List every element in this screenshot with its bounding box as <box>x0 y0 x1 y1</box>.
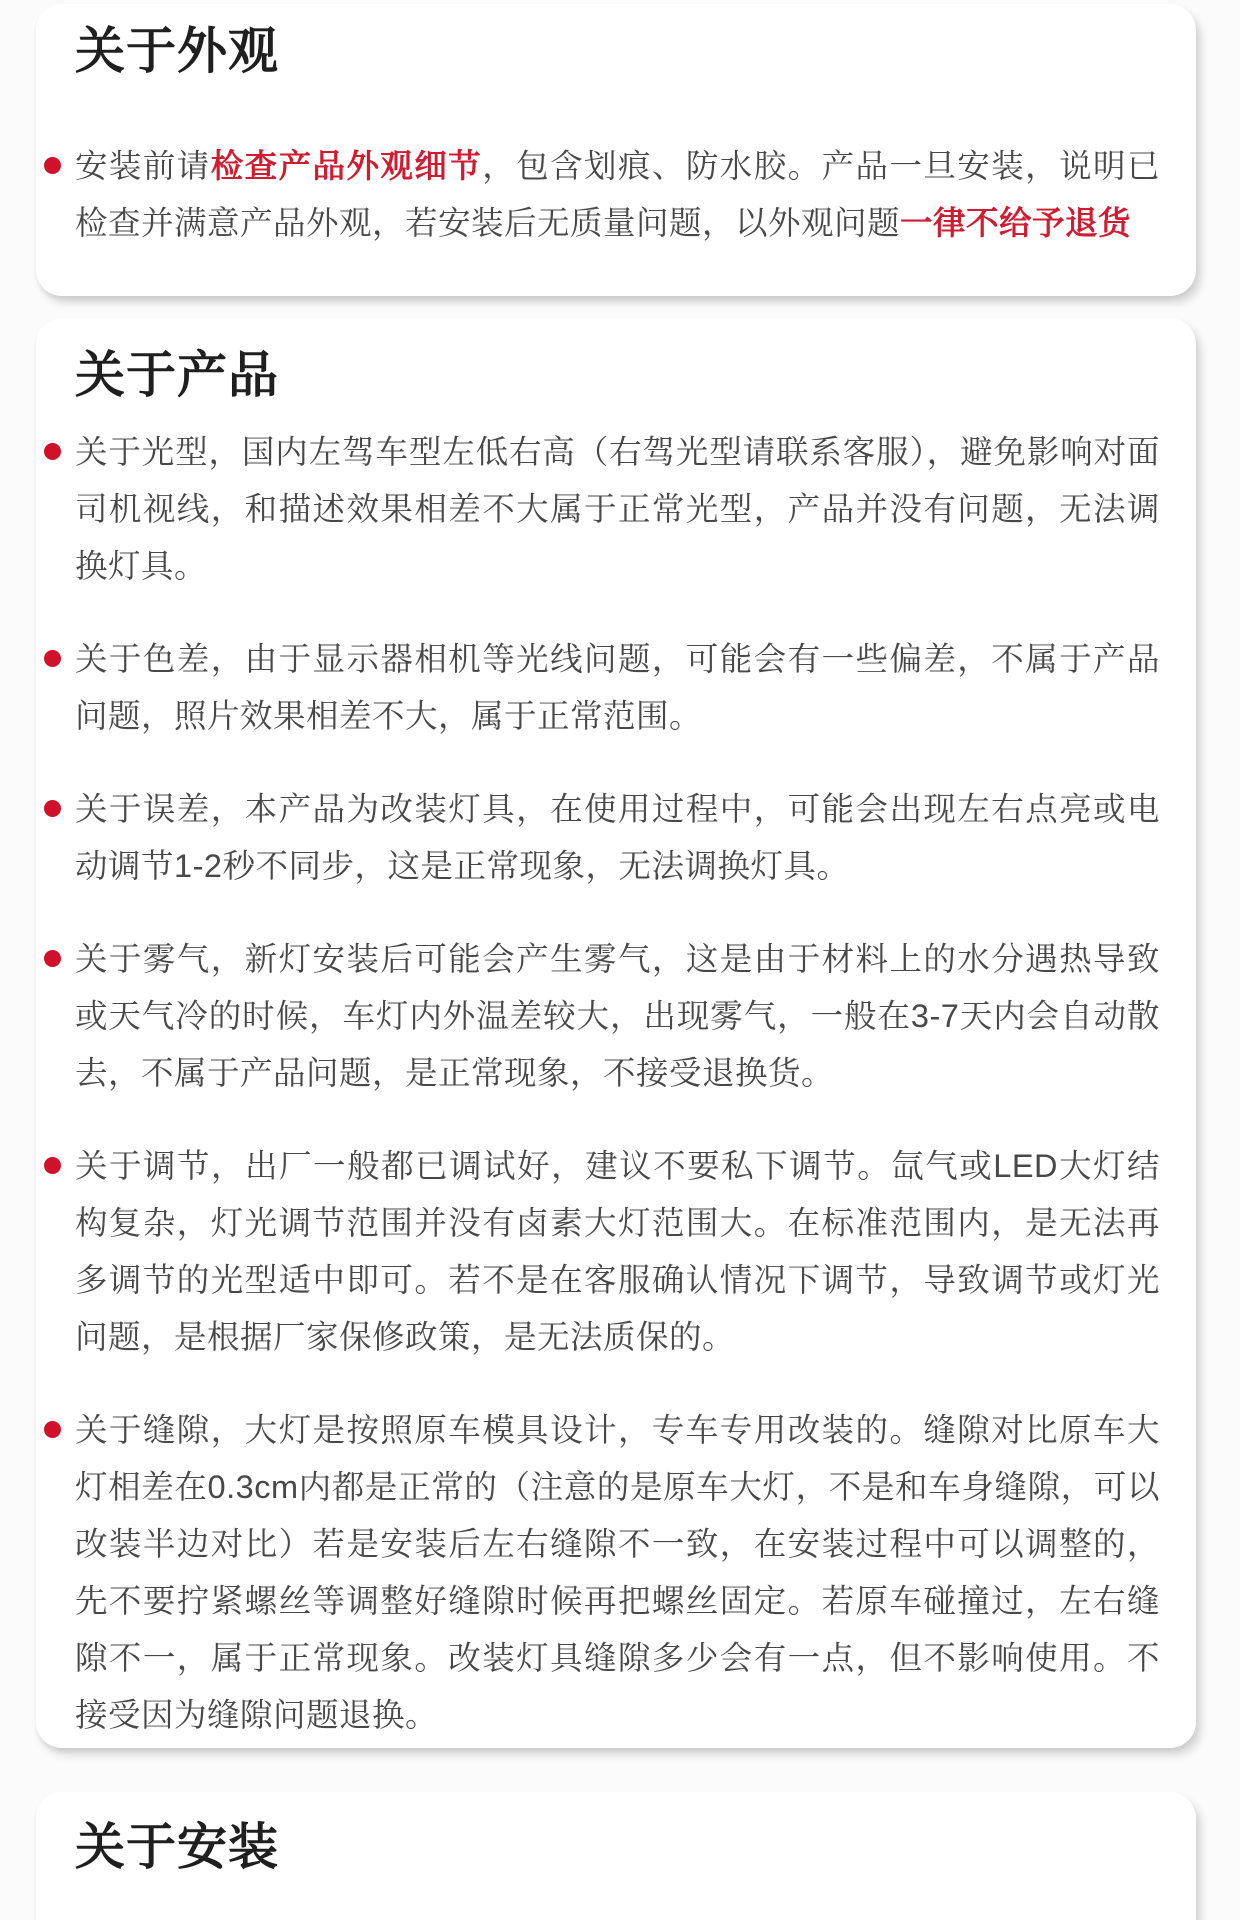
section-appearance-title: 关于外观 <box>75 23 279 79</box>
bullet-dot-icon <box>44 1157 61 1174</box>
bullet-dot-icon <box>44 950 61 967</box>
bullet-dot-icon <box>44 443 61 460</box>
section-product-title: 关于产品 <box>75 347 279 403</box>
note-panel-gap <box>75 1402 1160 1744</box>
note-text: 关于雾气，新灯安装后可能会产生雾气，这是由于材料上的水分遇热导致或天气冷的时候，车灯内外温差较大，出现雾气，一般在3-7天内会自动散去，不属于产品问题，是正常现象，不接受退换货。 <box>75 941 1160 1091</box>
bullet-dot-icon <box>44 157 61 174</box>
note-text: 关于调节，出厂一般都已调试好，建议不要私下调节。氙气或LED大灯结构复杂，灯光调节范围并没有卤素大灯范围大。在标准范围内，是无法再多调节的光型适中即可。若不是在客服确认情况下调节，导致调节或灯光问题，是根据厂家保修政策，是无法质保的。 <box>75 1148 1160 1355</box>
section-product <box>36 318 1196 1748</box>
note-text: 关于色差，由于显示器相机等光线问题，可能会有一些偏差，不属于产品问题，照片效果相差不大，属于正常范围。 <box>75 641 1160 734</box>
section-installation <box>36 1792 1196 1920</box>
bullet-dot-icon <box>44 1421 61 1438</box>
note-beam-pattern <box>75 424 1160 595</box>
note-fogging <box>75 931 1160 1102</box>
note-text: 关于缝隙，大灯是按照原车模具设计，专车专用改装的。缝隙对比原车大灯相差在0.3cm内都是正常的（注意的是原车大灯，不是和车身缝隙，可以改装半边对比）若是安装后左右缝隙不一致，在安装过程中可以调整的，先不要拧紧螺丝等调整好缝隙时候再把螺丝固定。若原车碰撞过，左右缝隙不一，属于正常现象。改装灯具缝隙多少会有一点，但不影响使用。不接受因为缝隙问题退换。 <box>75 1412 1160 1733</box>
note-text: 关于光型，国内左驾车型左低右高（右驾光型请联系客服），避免影响对面司机视线，和描述效果相差不大属于正常光型，产品并没有问题，无法调换灯具。 <box>75 434 1160 584</box>
bullet-dot-icon <box>44 800 61 817</box>
appearance-notes <box>75 138 1160 252</box>
bullet-dot-icon <box>44 650 61 667</box>
note-text <box>75 138 1160 252</box>
note-color-difference <box>75 631 1160 745</box>
note-appearance-inspection <box>75 138 1160 252</box>
note-segment-inspect-highlight: 检查产品外观细节 <box>210 148 483 184</box>
note-segment-middle: ，包含划痕、防水胶。产品一旦安装，说明已检查并满意产品外观，若安装后无质量问题，以外观问题 <box>75 148 1160 241</box>
section-installation-title: 关于安装 <box>75 1819 279 1875</box>
note-text: 关于误差，本产品为改装灯具，在使用过程中，可能会出现左右点亮或电动调节1-2秒不同步，这是正常现象，无法调换灯具。 <box>75 791 1160 884</box>
note-segment-lead: 安装前请 <box>75 148 211 184</box>
section-appearance <box>36 4 1196 296</box>
product-notes <box>75 424 1160 1744</box>
note-sync-tolerance <box>75 781 1160 895</box>
note-segment-no-return-highlight: 一律不给予退货 <box>900 205 1132 241</box>
note-adjustment <box>75 1138 1160 1366</box>
